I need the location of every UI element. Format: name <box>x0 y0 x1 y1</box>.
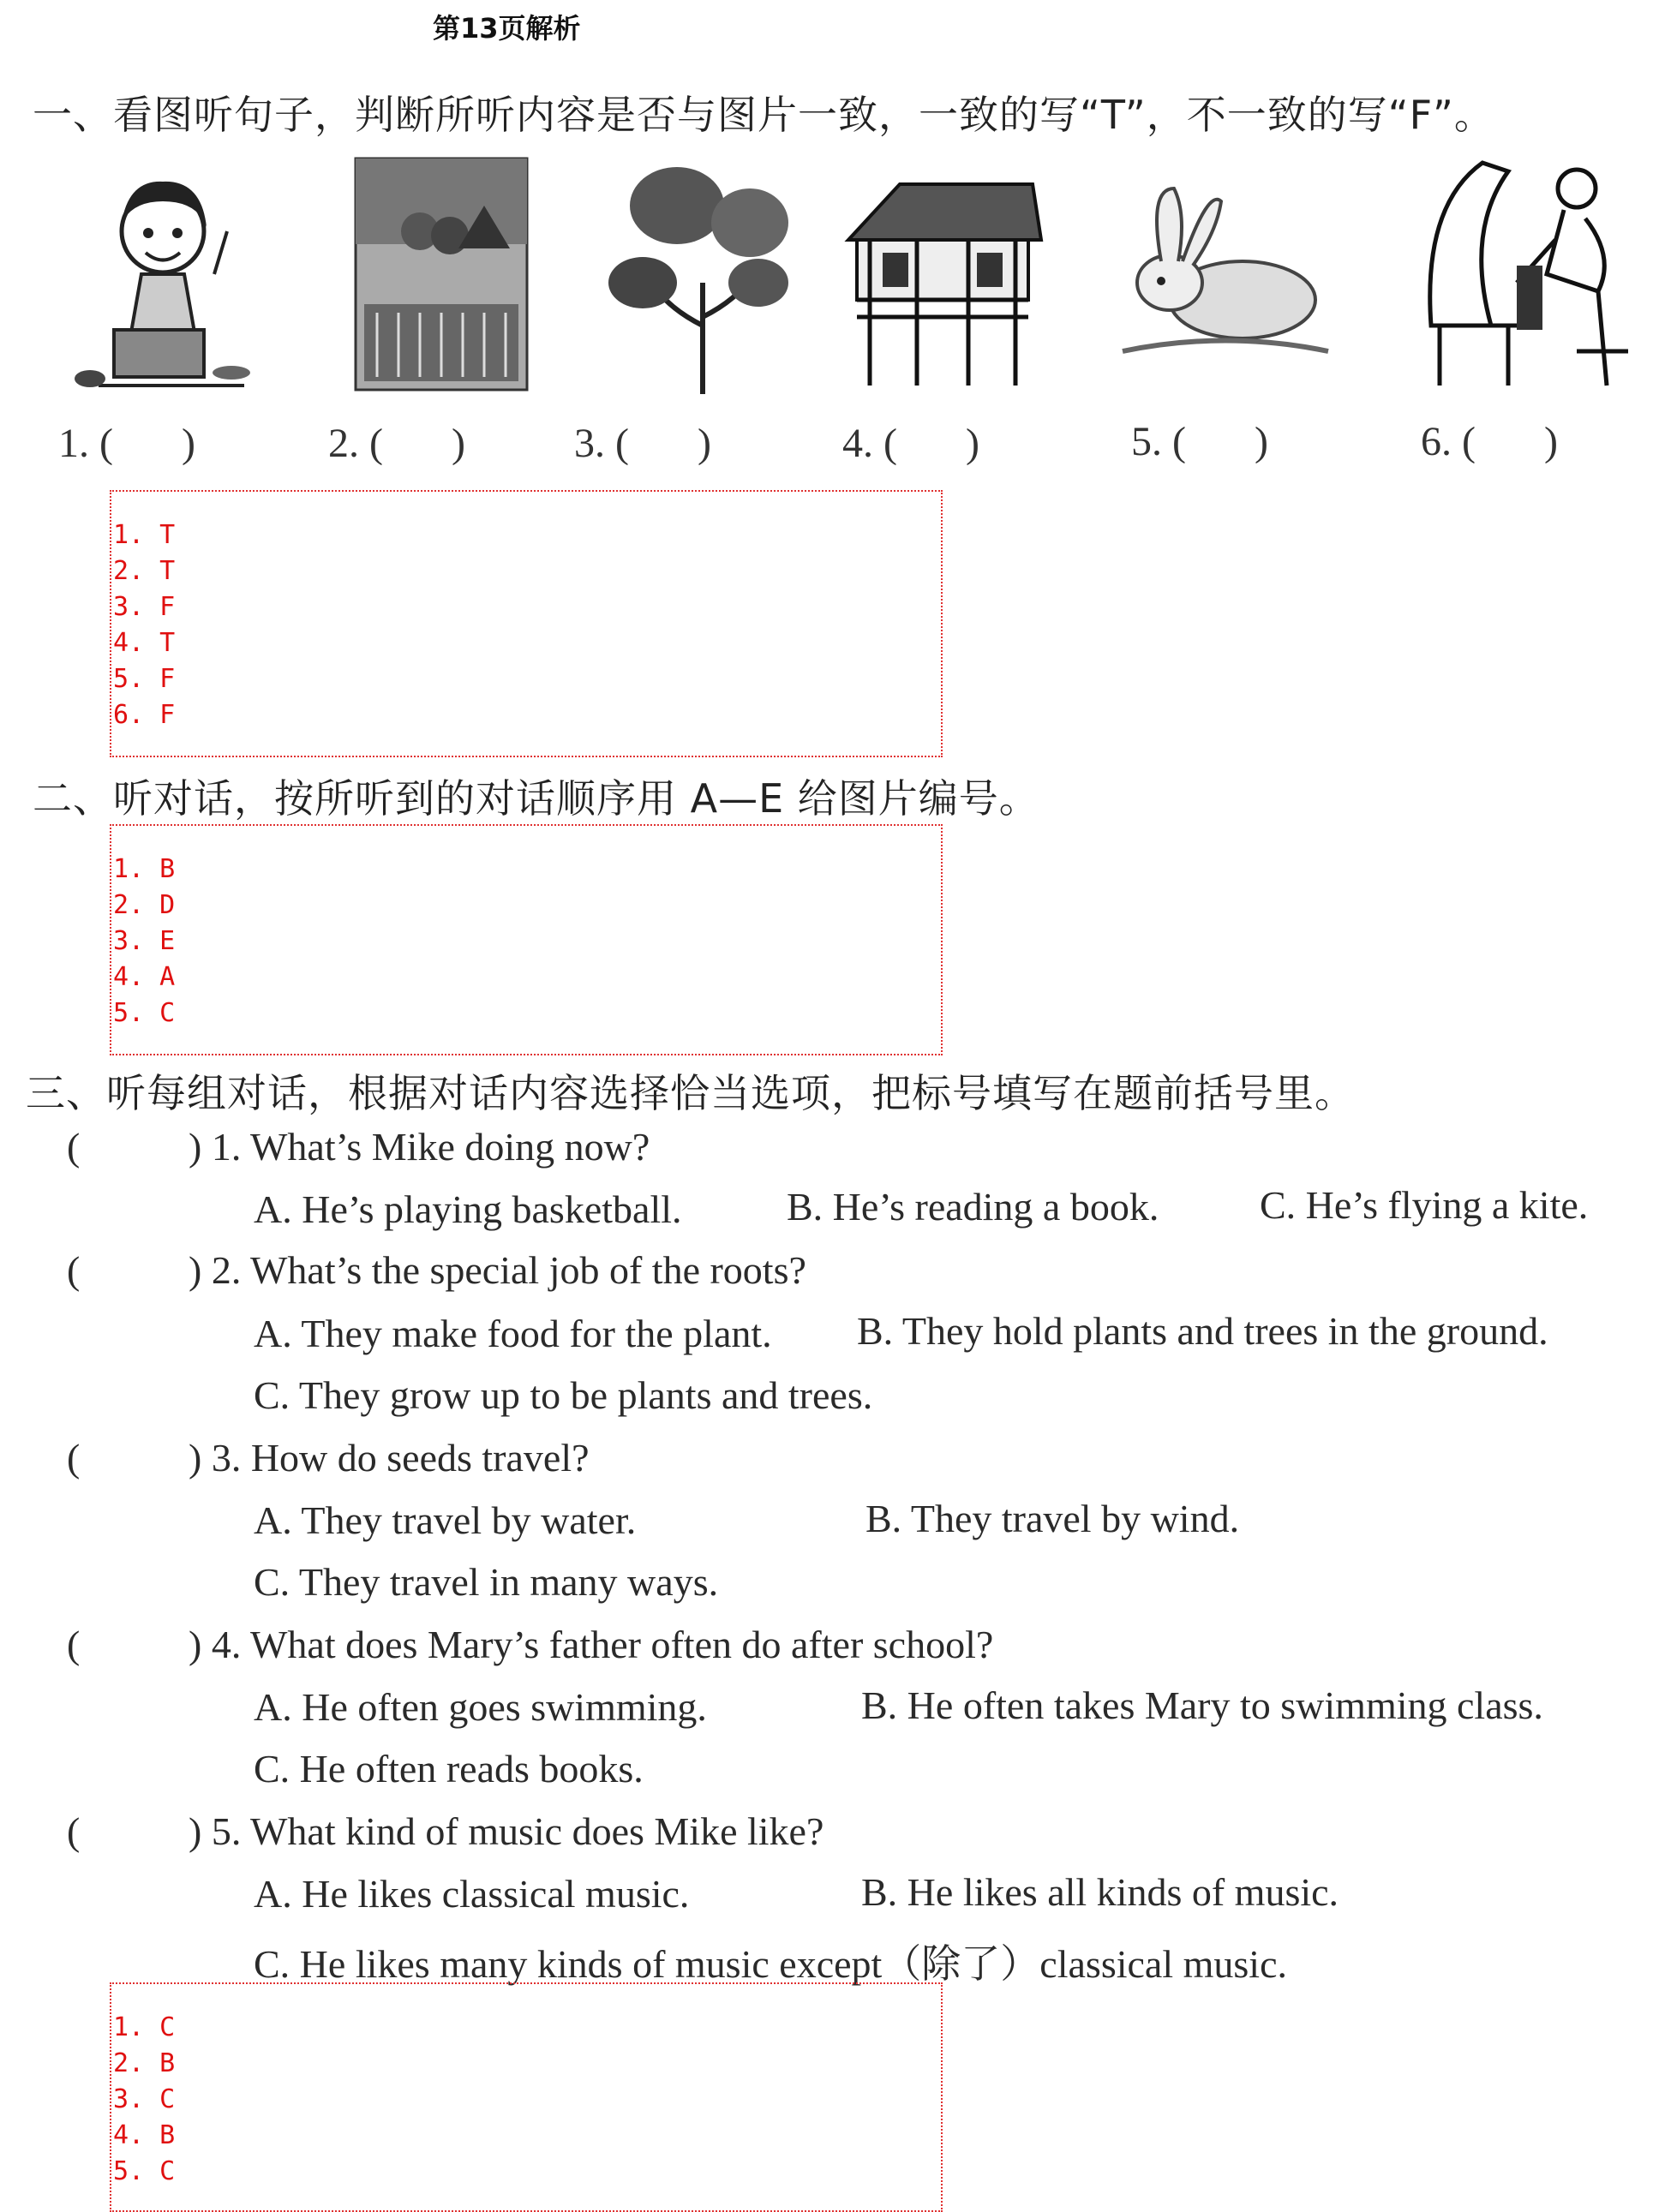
q3-text: ) 3. How do seeds travel? <box>189 1436 590 1480</box>
answer-line: 5. C <box>113 2156 176 2186</box>
q3-option-c: C. They travel in many ways. <box>254 1560 719 1604</box>
q2-text: ) 2. What’s the special job of the roots? <box>189 1248 806 1292</box>
q1-option-b: B. He’s reading a book. <box>787 1185 1159 1229</box>
q5-option-b: B. He likes all kinds of music. <box>861 1870 1339 1914</box>
q1-text: ) 1. What’s Mike doing now? <box>189 1125 650 1169</box>
q4-text: ) 4. What does Mary’s father often do after school? <box>189 1623 994 1666</box>
rabbit-icon <box>1114 154 1337 403</box>
s1-item-5: 5. ( ) <box>1131 419 1268 464</box>
q5-open-paren: ( <box>67 1809 81 1853</box>
answer-line: 5. F <box>113 664 176 694</box>
q4-option-a: A. He often goes swimming. <box>254 1685 707 1729</box>
pianist-icon <box>1414 154 1637 403</box>
answer-line: 4. A <box>113 962 176 992</box>
answer-line: 1. T <box>113 520 176 550</box>
q2-option-a: A. They make food for the plant. <box>254 1312 772 1355</box>
q2-option-b: B. They hold plants and trees in the ground. <box>857 1309 1548 1353</box>
answer-line: 2. D <box>113 890 176 920</box>
page-title: 第13页解析 <box>433 12 581 45</box>
s1-item-2: 2. ( ) <box>328 421 465 466</box>
q1-open-paren: ( <box>67 1125 81 1169</box>
section3-answer-box <box>110 1982 943 2212</box>
answer-line: 2. B <box>113 2048 176 2078</box>
s1-item-4: 4. ( ) <box>842 421 979 466</box>
section2-title: 二、听对话，按所听到的对话顺序用 A—E 给图片编号。 <box>33 775 1039 822</box>
q5-option-a: A. He likes classical music. <box>254 1872 690 1916</box>
section1-title: 一、看图听句子，判断所听内容是否与图片一致，一致的写“T”，不一致的写“F”。 <box>33 92 1494 138</box>
q1-option-c: C. He’s flying a kite. <box>1260 1183 1589 1227</box>
q4-option-c: C. He often reads books. <box>254 1747 644 1791</box>
s1-item-3: 3. ( ) <box>574 421 711 466</box>
book-cover-icon <box>338 154 561 403</box>
section2-answer-box <box>110 824 943 1055</box>
q2-open-paren: ( <box>67 1248 81 1292</box>
girl-cooking-icon <box>47 154 270 403</box>
q3-option-b: B. They travel by wind. <box>865 1497 1240 1540</box>
answer-line: 6. F <box>113 700 176 730</box>
answer-line: 3. C <box>113 2084 176 2114</box>
q2-option-c: C. They grow up to be plants and trees. <box>254 1373 873 1417</box>
answer-line: 4. T <box>113 628 176 658</box>
q5-option-c: C. He likes many kinds of music except（除了）classical music. <box>254 1942 1287 1986</box>
q3-open-paren: ( <box>67 1436 81 1480</box>
answer-line: 5. C <box>113 998 176 1028</box>
section1-answer-box <box>110 490 943 757</box>
q5-text: ) 5. What kind of music does Mike like? <box>189 1809 824 1853</box>
section3-title: 三、听每组对话，根据对话内容选择恰当选项，把标号填写在题前括号里。 <box>26 1070 1355 1116</box>
answer-line: 3. E <box>113 926 176 956</box>
stilt-house-icon <box>831 154 1054 403</box>
s1-item-6: 6. ( ) <box>1421 419 1558 464</box>
answer-line: 2. T <box>113 556 176 586</box>
q4-open-paren: ( <box>67 1623 81 1666</box>
answer-line: 1. C <box>113 2012 176 2042</box>
q3-option-a: A. They travel by water. <box>254 1498 637 1542</box>
answer-line: 3. F <box>113 592 176 622</box>
answer-line: 1. B <box>113 854 176 884</box>
answer-line: 4. B <box>113 2120 176 2150</box>
s1-item-1: 1. ( ) <box>58 421 195 466</box>
q1-option-a: A. He’s playing basketball. <box>254 1187 682 1231</box>
q4-option-b: B. He often takes Mary to swimming class. <box>861 1683 1543 1727</box>
plant-icon <box>591 154 814 403</box>
